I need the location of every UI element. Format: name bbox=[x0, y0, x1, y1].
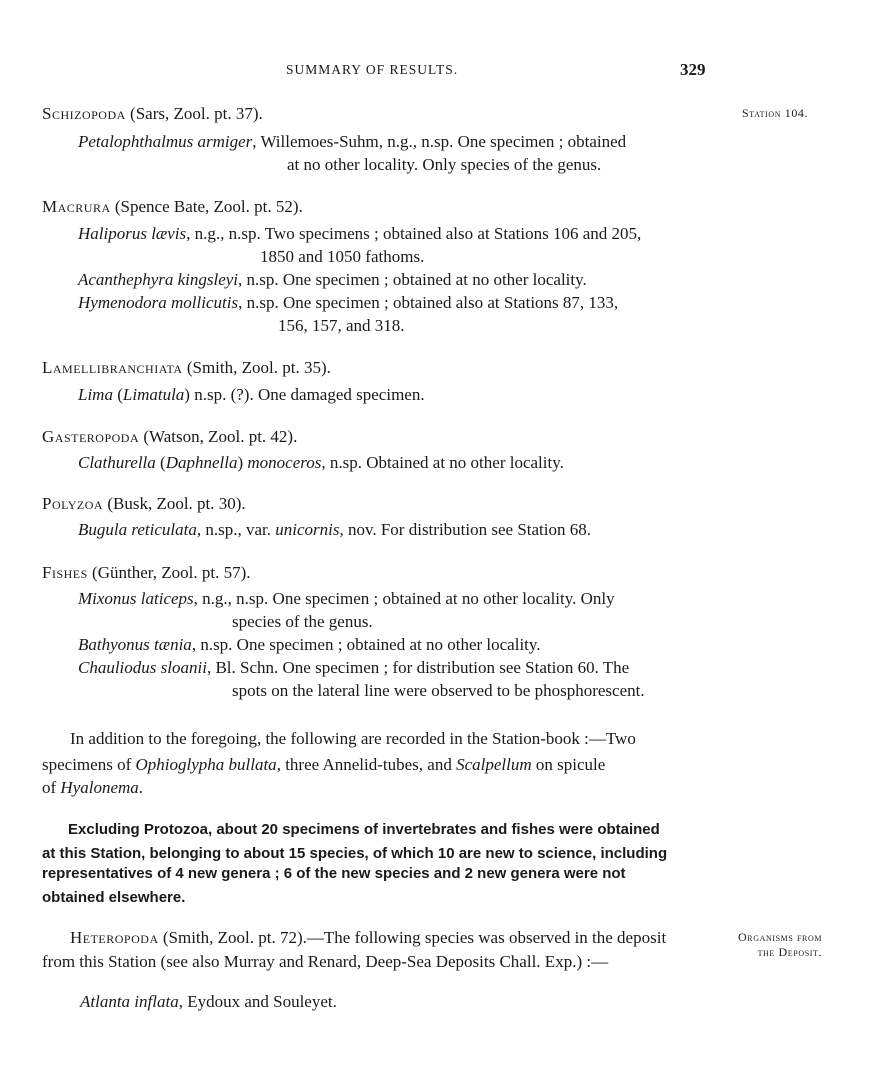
station-book-line1: In addition to the foregoing, the following are recorded in the Station-book :—Two bbox=[70, 729, 636, 748]
macrura-heading bbox=[42, 197, 303, 217]
group-reference: (Smith, Zool. pt. 35). bbox=[182, 358, 331, 377]
variety-name: unicornis bbox=[275, 520, 340, 539]
text: . bbox=[138, 778, 144, 797]
fishes-entry1-line1 bbox=[78, 589, 615, 609]
margin-note-organisms-line1: Organisms from bbox=[738, 930, 823, 944]
schizopoda-entry-line1 bbox=[78, 132, 626, 152]
text: , three Annelid-tubes, and bbox=[276, 755, 457, 774]
entry-text-rest: , nov. For distribution see Station 68. bbox=[339, 520, 591, 539]
heteropoda-line2: from this Station (see also Murray and Renard, Deep-Sea Deposits Chall. Exp.) :— bbox=[42, 952, 609, 971]
entry-text: , Bl. Schn. One specimen ; for distribution see Station 60. The bbox=[206, 658, 630, 677]
species-name: Atlanta inflata bbox=[80, 992, 179, 1011]
group-name: Fishes bbox=[42, 563, 88, 582]
group-reference: (Watson, Zool. pt. 42). bbox=[139, 427, 298, 446]
fishes-entry1-line2: species of the genus. bbox=[232, 612, 373, 631]
fishes-heading bbox=[42, 563, 250, 583]
macrura-entry1-line2: 1850 and 1050 fathoms. bbox=[260, 247, 425, 266]
species-name: Haliporus lævis bbox=[78, 224, 187, 243]
species-name: Acanthephyra kingsleyi bbox=[78, 270, 239, 289]
species-name: Hymenodora mollicutis bbox=[78, 293, 239, 312]
subgenus-name: Daphnella bbox=[165, 453, 238, 472]
species-name: Ophioglypha bullata bbox=[135, 755, 277, 774]
species-name: Bugula reticulata bbox=[78, 520, 197, 539]
heteropoda-line1 bbox=[70, 928, 666, 948]
entry-text: , n.g., n.sp. One specimen ; obtained at no other locality. Only bbox=[193, 589, 615, 608]
group-name: Heteropoda bbox=[70, 928, 159, 947]
lamellibranchiata-heading bbox=[42, 358, 331, 378]
entry-text: , n.sp., var. bbox=[196, 520, 276, 539]
group-reference: (Spence Bate, Zool. pt. 52). bbox=[110, 197, 303, 216]
text: specimens of bbox=[42, 755, 136, 774]
entry-text: , n.sp. One specimen ; obtained also at Stations 87, 133, bbox=[238, 293, 619, 312]
entry-text: , n.sp. One specimen ; obtained at no other locality. bbox=[238, 270, 587, 289]
summary-line2: at this Station, belonging to about 15 species, of which 10 are new to science, including bbox=[42, 845, 668, 862]
macrura-entry2 bbox=[78, 270, 587, 290]
group-reference: (Günther, Zool. pt. 57). bbox=[87, 563, 251, 582]
margin-note-organisms bbox=[738, 930, 822, 960]
text: of bbox=[42, 778, 61, 797]
species-name: Mixonus laticeps bbox=[78, 589, 194, 608]
lamellibranchiata-entry: Lima (Limatula) n.sp. (?). One damaged specimen. bbox=[78, 385, 425, 404]
text: on spicule bbox=[531, 755, 606, 774]
entry-text: , n.g., n.sp. Two specimens ; obtained also at Stations 106 and 205, bbox=[186, 224, 642, 243]
station-book-line2 bbox=[42, 755, 605, 775]
station-book-line3 bbox=[42, 778, 143, 798]
fishes-entry3-line2: spots on the lateral line were observed to be phosphorescent. bbox=[232, 681, 645, 700]
margin-note-organisms-line2: the Deposit. bbox=[757, 945, 823, 959]
polyzoa-heading bbox=[42, 494, 246, 514]
running-title: SUMMARY OF RESULTS. bbox=[286, 62, 459, 77]
gasteropoda-heading bbox=[42, 427, 297, 447]
group-name: Lamellibranchiata bbox=[42, 358, 183, 377]
genus-name: Scalpellum bbox=[456, 755, 532, 774]
group-name: Gasteropoda bbox=[42, 427, 140, 446]
heteropoda-species bbox=[80, 992, 337, 1012]
group-reference: (Sars, Zool. pt. 37). bbox=[125, 104, 263, 123]
group-reference: (Busk, Zool. pt. 30). bbox=[103, 494, 246, 513]
species-name: Petalophthalmus armiger bbox=[78, 132, 253, 151]
fishes-entry3-line1 bbox=[78, 658, 629, 678]
entry-text: , Willemoes-Suhm, n.g., n.sp. One specimen ; obtained bbox=[252, 132, 627, 151]
subgenus-name: Limatula bbox=[122, 385, 185, 404]
macrura-entry3-line2: 156, 157, and 318. bbox=[278, 316, 405, 335]
gasteropoda-entry: Clathurella (Daphnella) monoceros, n.sp. Obtained at no other locality. bbox=[78, 453, 564, 472]
epithet-name: monoceros bbox=[247, 453, 322, 472]
group-name: Polyzoa bbox=[42, 494, 104, 513]
genus-name: Lima bbox=[78, 385, 113, 404]
schizopoda-heading bbox=[42, 104, 263, 124]
entry-text: n.sp. (?). One damaged specimen. bbox=[189, 385, 425, 404]
fishes-entry2 bbox=[78, 635, 541, 655]
page-number: 329 bbox=[680, 60, 706, 79]
text: (Smith, Zool. pt. 72).—The following species was observed in the deposit bbox=[158, 928, 667, 947]
group-name: Macrura bbox=[42, 197, 111, 216]
group-name: Schizopoda bbox=[42, 104, 126, 123]
schizopoda-entry-line2: at no other locality. Only species of the genus. bbox=[287, 155, 602, 174]
summary-line4: obtained elsewhere. bbox=[42, 889, 186, 906]
genus-name: Clathurella bbox=[78, 453, 156, 472]
entry-text: , n.sp. Obtained at no other locality. bbox=[321, 453, 564, 472]
margin-note-station: Station 104. bbox=[742, 106, 809, 120]
summary-line3: representatives of 4 new genera ; 6 of the new species and 2 new genera were not bbox=[42, 865, 626, 882]
species-name: Chauliodus sloanii bbox=[78, 658, 207, 677]
genus-name: Hyalonema bbox=[60, 778, 139, 797]
macrura-entry1-line1 bbox=[78, 224, 641, 244]
polyzoa-entry bbox=[78, 520, 591, 540]
species-name: Bathyonus tænia bbox=[78, 635, 192, 654]
entry-text: , n.sp. One specimen ; obtained at no other locality. bbox=[191, 635, 541, 654]
text: , Eydoux and Souleyet. bbox=[178, 992, 337, 1011]
summary-line1: Excluding Protozoa, about 20 specimens of invertebrates and fishes were obtained bbox=[68, 821, 660, 838]
macrura-entry3-line1 bbox=[78, 293, 618, 313]
